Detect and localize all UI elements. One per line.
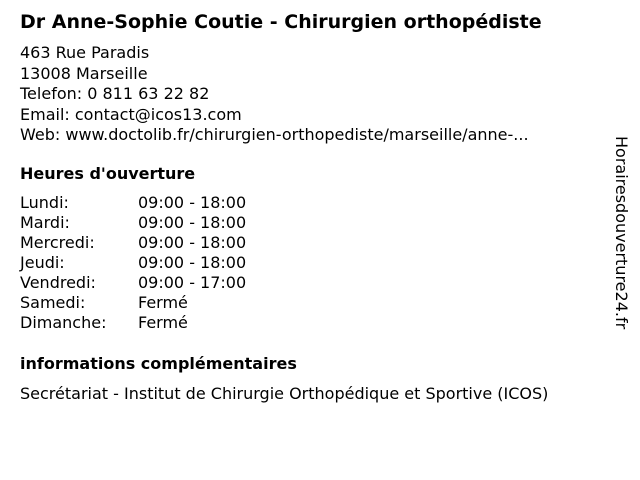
web-line: Web: www.doctolib.fr/chirurgien-orthopediste/marseille/anne-... (20, 125, 529, 144)
time-value: 09:00 - 18:00 (138, 233, 247, 252)
hours-row-sunday (20, 313, 246, 333)
time-value: Fermé (138, 293, 188, 312)
address-block (20, 43, 529, 146)
hours-row-tuesday (20, 213, 246, 233)
day-label: Lundi: (20, 193, 69, 212)
site-brand-vertical: Horairesdouverture24.fr (612, 136, 631, 330)
opening-hours-table (20, 193, 246, 333)
address-street: 463 Rue Paradis (20, 43, 150, 62)
hours-row-monday (20, 193, 246, 213)
time-value: 09:00 - 18:00 (138, 213, 247, 232)
time-value: 09:00 - 18:00 (138, 193, 247, 212)
address-city: 13008 Marseille (20, 63, 148, 83)
additional-info-heading: informations complémentaires (20, 354, 297, 373)
additional-info-text: Secrétariat - Institut de Chirurgie Orthopédique et Sportive (ICOS) (20, 384, 549, 403)
time-value: 09:00 - 18:00 (138, 253, 247, 272)
day-label: Jeudi: (20, 253, 65, 272)
time-value: 09:00 - 17:00 (138, 273, 247, 292)
email-line: Email: contact@icos13.com (20, 104, 242, 124)
day-label: Samedi: (20, 293, 86, 312)
time-value: Fermé (138, 313, 188, 332)
page-title: Dr Anne-Sophie Coutie - Chirurgien orthopédiste (20, 11, 542, 33)
hours-row-thursday (20, 253, 246, 273)
day-label: Vendredi: (20, 273, 96, 292)
day-label: Mardi: (20, 213, 70, 232)
opening-hours-heading: Heures d'ouverture (20, 164, 196, 183)
hours-row-wednesday (20, 233, 246, 253)
day-label: Dimanche: (20, 313, 107, 332)
phone-line: Telefon: 0 811 63 22 82 (20, 84, 210, 103)
hours-row-friday (20, 273, 246, 293)
day-label: Mercredi: (20, 233, 95, 252)
hours-row-saturday (20, 293, 246, 313)
